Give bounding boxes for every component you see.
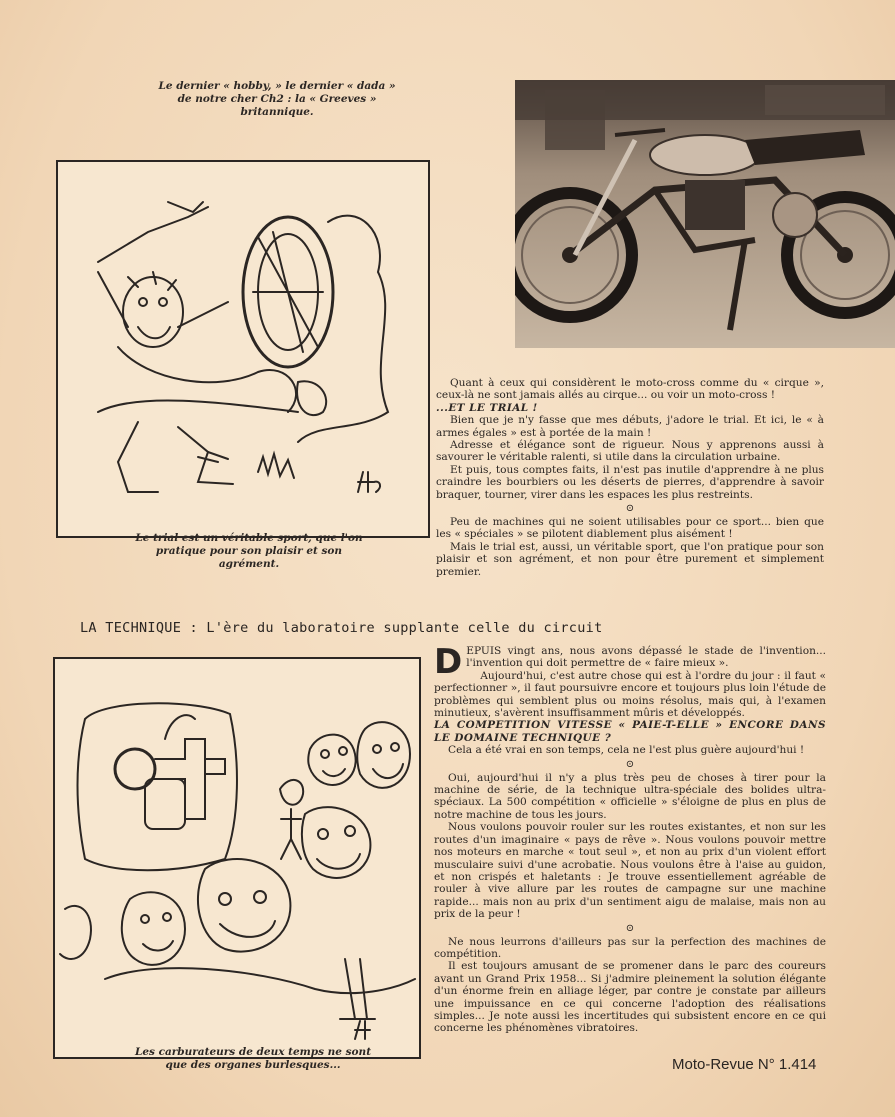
paragraph-text: EPUIS vingt ans, nous avons dépassé le stade de l'invention... l'invention qui doit permettre de « faire mieux ». — [466, 645, 826, 670]
drop-cap: D — [434, 642, 463, 682]
technique-text-column — [434, 642, 826, 1035]
trial-cartoon-drawing — [58, 162, 428, 536]
paragraph: Oui, aujourd'hui il n'y a plus très peu de choses à tirer pour la machine de série, de la technique ultra-spéciale des bolides ultra-spéciaux. La 500 compétition « officielle » s'éloigne de plus en plus de notre machine de tous les jours. — [434, 771, 826, 821]
paragraph: Peu de machines qui ne soient utilisables pour ce sport... bien que les « spéciales » se pilotent diablement plus aisément ! — [436, 516, 824, 541]
carburettor-cartoon-drawing — [55, 659, 419, 1057]
paragraph: Quant à ceux qui considèrent le moto-cross comme du « cirque », ceux-là ne sont jamais allés au cirque... ou voir un moto-cross ! — [436, 377, 824, 402]
caption-greeves: Le dernier « hobby, » le dernier « dada » de notre cher Ch2 : la « Greeves » britannique. — [158, 80, 396, 118]
caption-trial: Le trial est un véritable sport, que l'on pratique pour son plaisir et son agrément. — [135, 532, 363, 570]
trial-text-column — [436, 377, 824, 578]
caption-carburettor: Les carburateurs de deux temps ne sont que des organes burlesques... — [134, 1046, 372, 1071]
paragraph: Nous voulons pouvoir rouler sur les routes existantes, et non sur les routes d'un imaginaire « pays de rêve ». Nous voulons pouvoir mettre nos moteurs en marche « tout seul », et non au prix d'un violent effort musculaire suivi d'une acrobatie. Nous voulons être à l'aise au guidon, et non crispés et haletants : Je trouve essentiellement agréable de rouler à vive allure par les routes de campagne sur une machine rapide... mais non au prix d'un sentiment aigu de malaise, mais non au prix de la peur ! — [434, 821, 826, 921]
paragraph: Bien que je n'y fasse que mes débuts, j'adore le trial. Et ici, le « à armes égales » est à portée de la main ! — [436, 414, 824, 439]
paragraph: Aujourd'hui, c'est autre chose qui est à l'ordre du jour : il faut « perfectionner », il faut poursuivre encore et toujours plus loin l'étude de problèmes qui semblent plus ou moins résolus, mais qui, à l'examen minutieux, s'avèrent insuffisamment mûris et développés. — [434, 669, 826, 720]
circle-dot-icon: ⊙ — [625, 503, 635, 515]
paragraph: Ne nous leurrons d'ailleurs pas sur la perfection des machines de compétition. — [434, 935, 826, 960]
footer-issue: Moto-Revue N° 1.414 — [672, 1056, 817, 1073]
greeves-motorcycle-photo — [515, 80, 895, 348]
subheading-competition: LA COMPETITION VITESSE « PAIE-T-ELLE » ENCORE DANS LE DOMAINE TECHNIQUE ? — [434, 719, 826, 744]
circle-dot-icon: ⊙ — [625, 922, 635, 934]
section-title: LA TECHNIQUE : L'ère du laboratoire supplante celle du circuit — [80, 620, 603, 636]
paragraph-first — [434, 642, 826, 682]
subheading-trial: ...ET LE TRIAL ! — [436, 401, 538, 414]
carburettor-cartoon-frame — [53, 657, 421, 1059]
paragraph: Et puis, tous comptes faits, il n'est pas inutile d'apprendre à ne plus craindre les bourbiers ou les déserts de pierres, d'apprendre à savoir braquer, tourner, virer dans les espaces les plus restreints. — [436, 463, 824, 501]
motorcycle-photo-image — [515, 80, 895, 348]
circle-dot-icon: ⊙ — [625, 758, 635, 770]
paragraph: Cela a été vrai en son temps, cela ne l'est plus guère aujourd'hui ! — [448, 744, 805, 757]
paragraph: Il est toujours amusant de se promener dans le parc des coureurs avant un Grand Prix 1958... Si j'admire pleinement la solution élégante d'un énorme frein en alliage léger, par contre je constate par ailleurs une impuissance en ce qui concerne l'adoption des réalisations simples... Je note aussi les incertitudes qui subsistent encore en ce qui concerne les phénomènes vibratoires. — [434, 960, 826, 1035]
paragraph: Mais le trial est, aussi, un véritable sport, que l'on pratique pour son plaisir et son agrément, et non pour être purement et simplement premier. — [436, 540, 824, 578]
trial-cartoon-frame — [56, 160, 430, 538]
paragraph: Adresse et élégance sont de rigueur. Nous y apprenons aussi à savourer le véritable ralenti, si utile dans la circulation urbaine. — [436, 439, 824, 464]
